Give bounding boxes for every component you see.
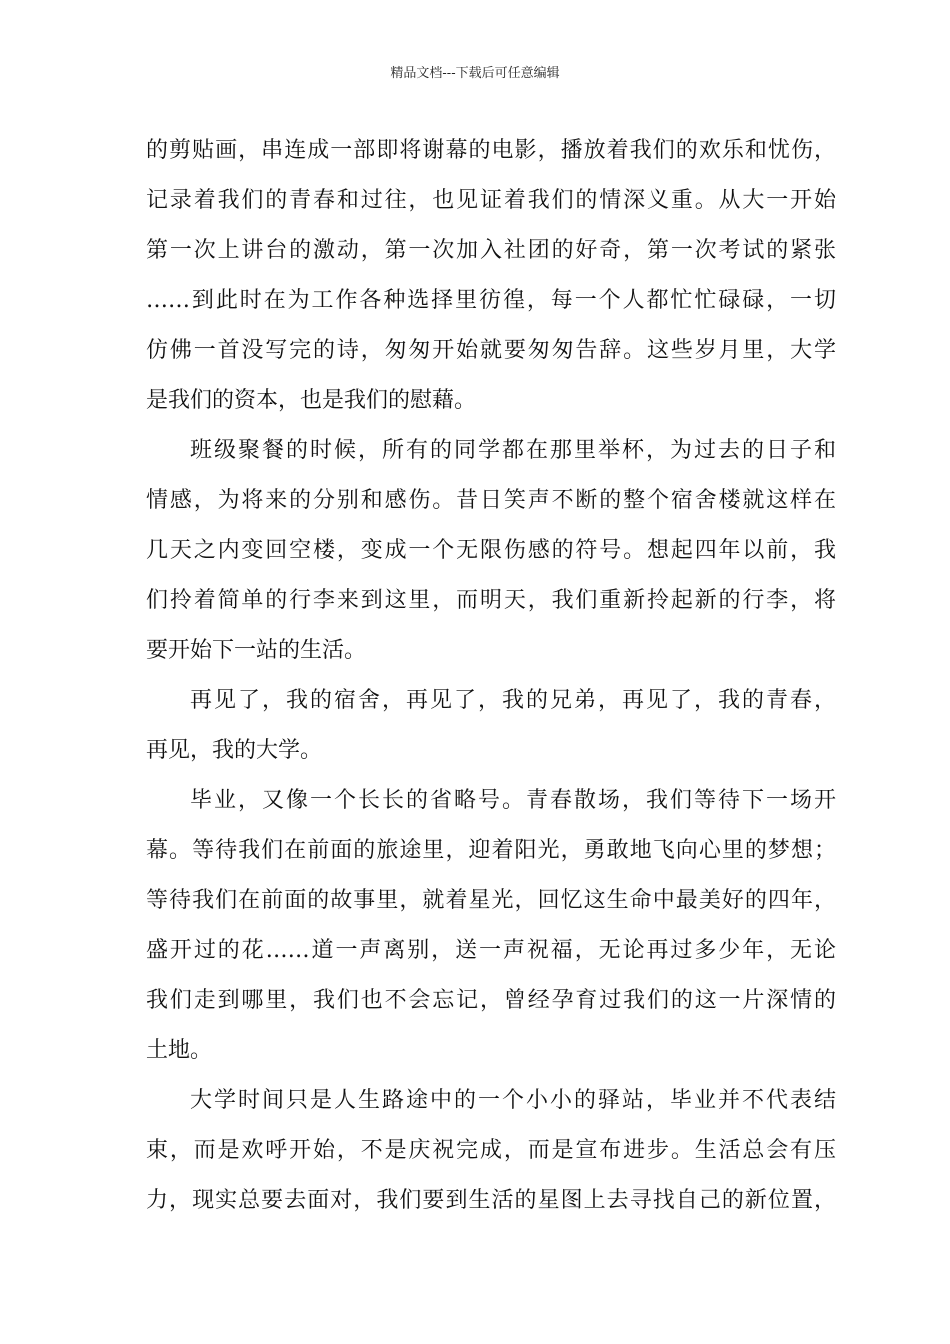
text-line: 我们走到哪里，我们也不会忘记，曾经孕育过我们的这一片深情的 <box>146 988 836 1013</box>
text-line: 几天之内变回空楼，变成一个无限伤感的符号。想起四年以前，我 <box>146 538 836 563</box>
text-line: ……到此时在为工作各种选择里彷徨，每一个人都忙忙碌碌，一切 <box>146 288 836 313</box>
paragraph-4 <box>146 776 836 1076</box>
text-line: 们拎着简单的行李来到这里，而明天，我们重新拎起新的行李，将 <box>146 588 836 613</box>
text-line: 土地。 <box>146 1038 213 1063</box>
paragraph-2 <box>146 426 836 676</box>
text-line: 幕。等待我们在前面的旅途里，迎着阳光，勇敢地飞向心里的梦想； <box>146 838 836 863</box>
text-line: 毕业，又像一个长长的省略号。青春散场，我们等待下一场开 <box>190 788 836 813</box>
text-line: 记录着我们的青春和过往，也见证着我们的情深义重。从大一开始 <box>146 188 836 213</box>
paragraph-5 <box>146 1076 836 1226</box>
page-header: 精品文档---下载后可任意编辑 <box>390 66 560 81</box>
text-line: 是我们的资本，也是我们的慰藉。 <box>146 388 477 413</box>
text-line: 盛开过的花……道一声离别，送一声祝福，无论再过多少年，无论 <box>146 938 836 963</box>
text-line: 大学时间只是人生路途中的一个小小的驿站，毕业并不代表结 <box>190 1088 836 1113</box>
text-line: 再见了，我的宿舍，再见了，我的兄弟，再见了，我的青春， <box>190 688 836 713</box>
text-line: 的剪贴画，串连成一部即将谢幕的电影，播放着我们的欢乐和忧伤， <box>146 138 836 163</box>
text-line: 等待我们在前面的故事里，就着星光，回忆这生命中最美好的四年， <box>146 888 836 913</box>
document-body <box>146 126 836 1226</box>
text-line: 班级聚餐的时候，所有的同学都在那里举杯，为过去的日子和 <box>190 438 836 463</box>
text-line: 第一次上讲台的激动，第一次加入社团的好奇，第一次考试的紧张 <box>146 238 836 263</box>
text-line: 束，而是欢呼开始，不是庆祝完成，而是宣布进步。生活总会有压 <box>146 1138 836 1163</box>
text-line: 要开始下一站的生活。 <box>146 638 367 663</box>
text-line: 仿佛一首没写完的诗，匆匆开始就要匆匆告辞。这些岁月里，大学 <box>146 338 836 363</box>
text-line: 情感，为将来的分别和感伤。昔日笑声不断的整个宿舍楼就这样在 <box>146 488 836 513</box>
paragraph-1 <box>146 126 836 426</box>
text-line: 力，现实总要去面对，我们要到生活的星图上去寻找自己的新位置， <box>146 1188 836 1213</box>
paragraph-3 <box>146 676 836 776</box>
text-line: 再见，我的大学。 <box>146 738 323 763</box>
